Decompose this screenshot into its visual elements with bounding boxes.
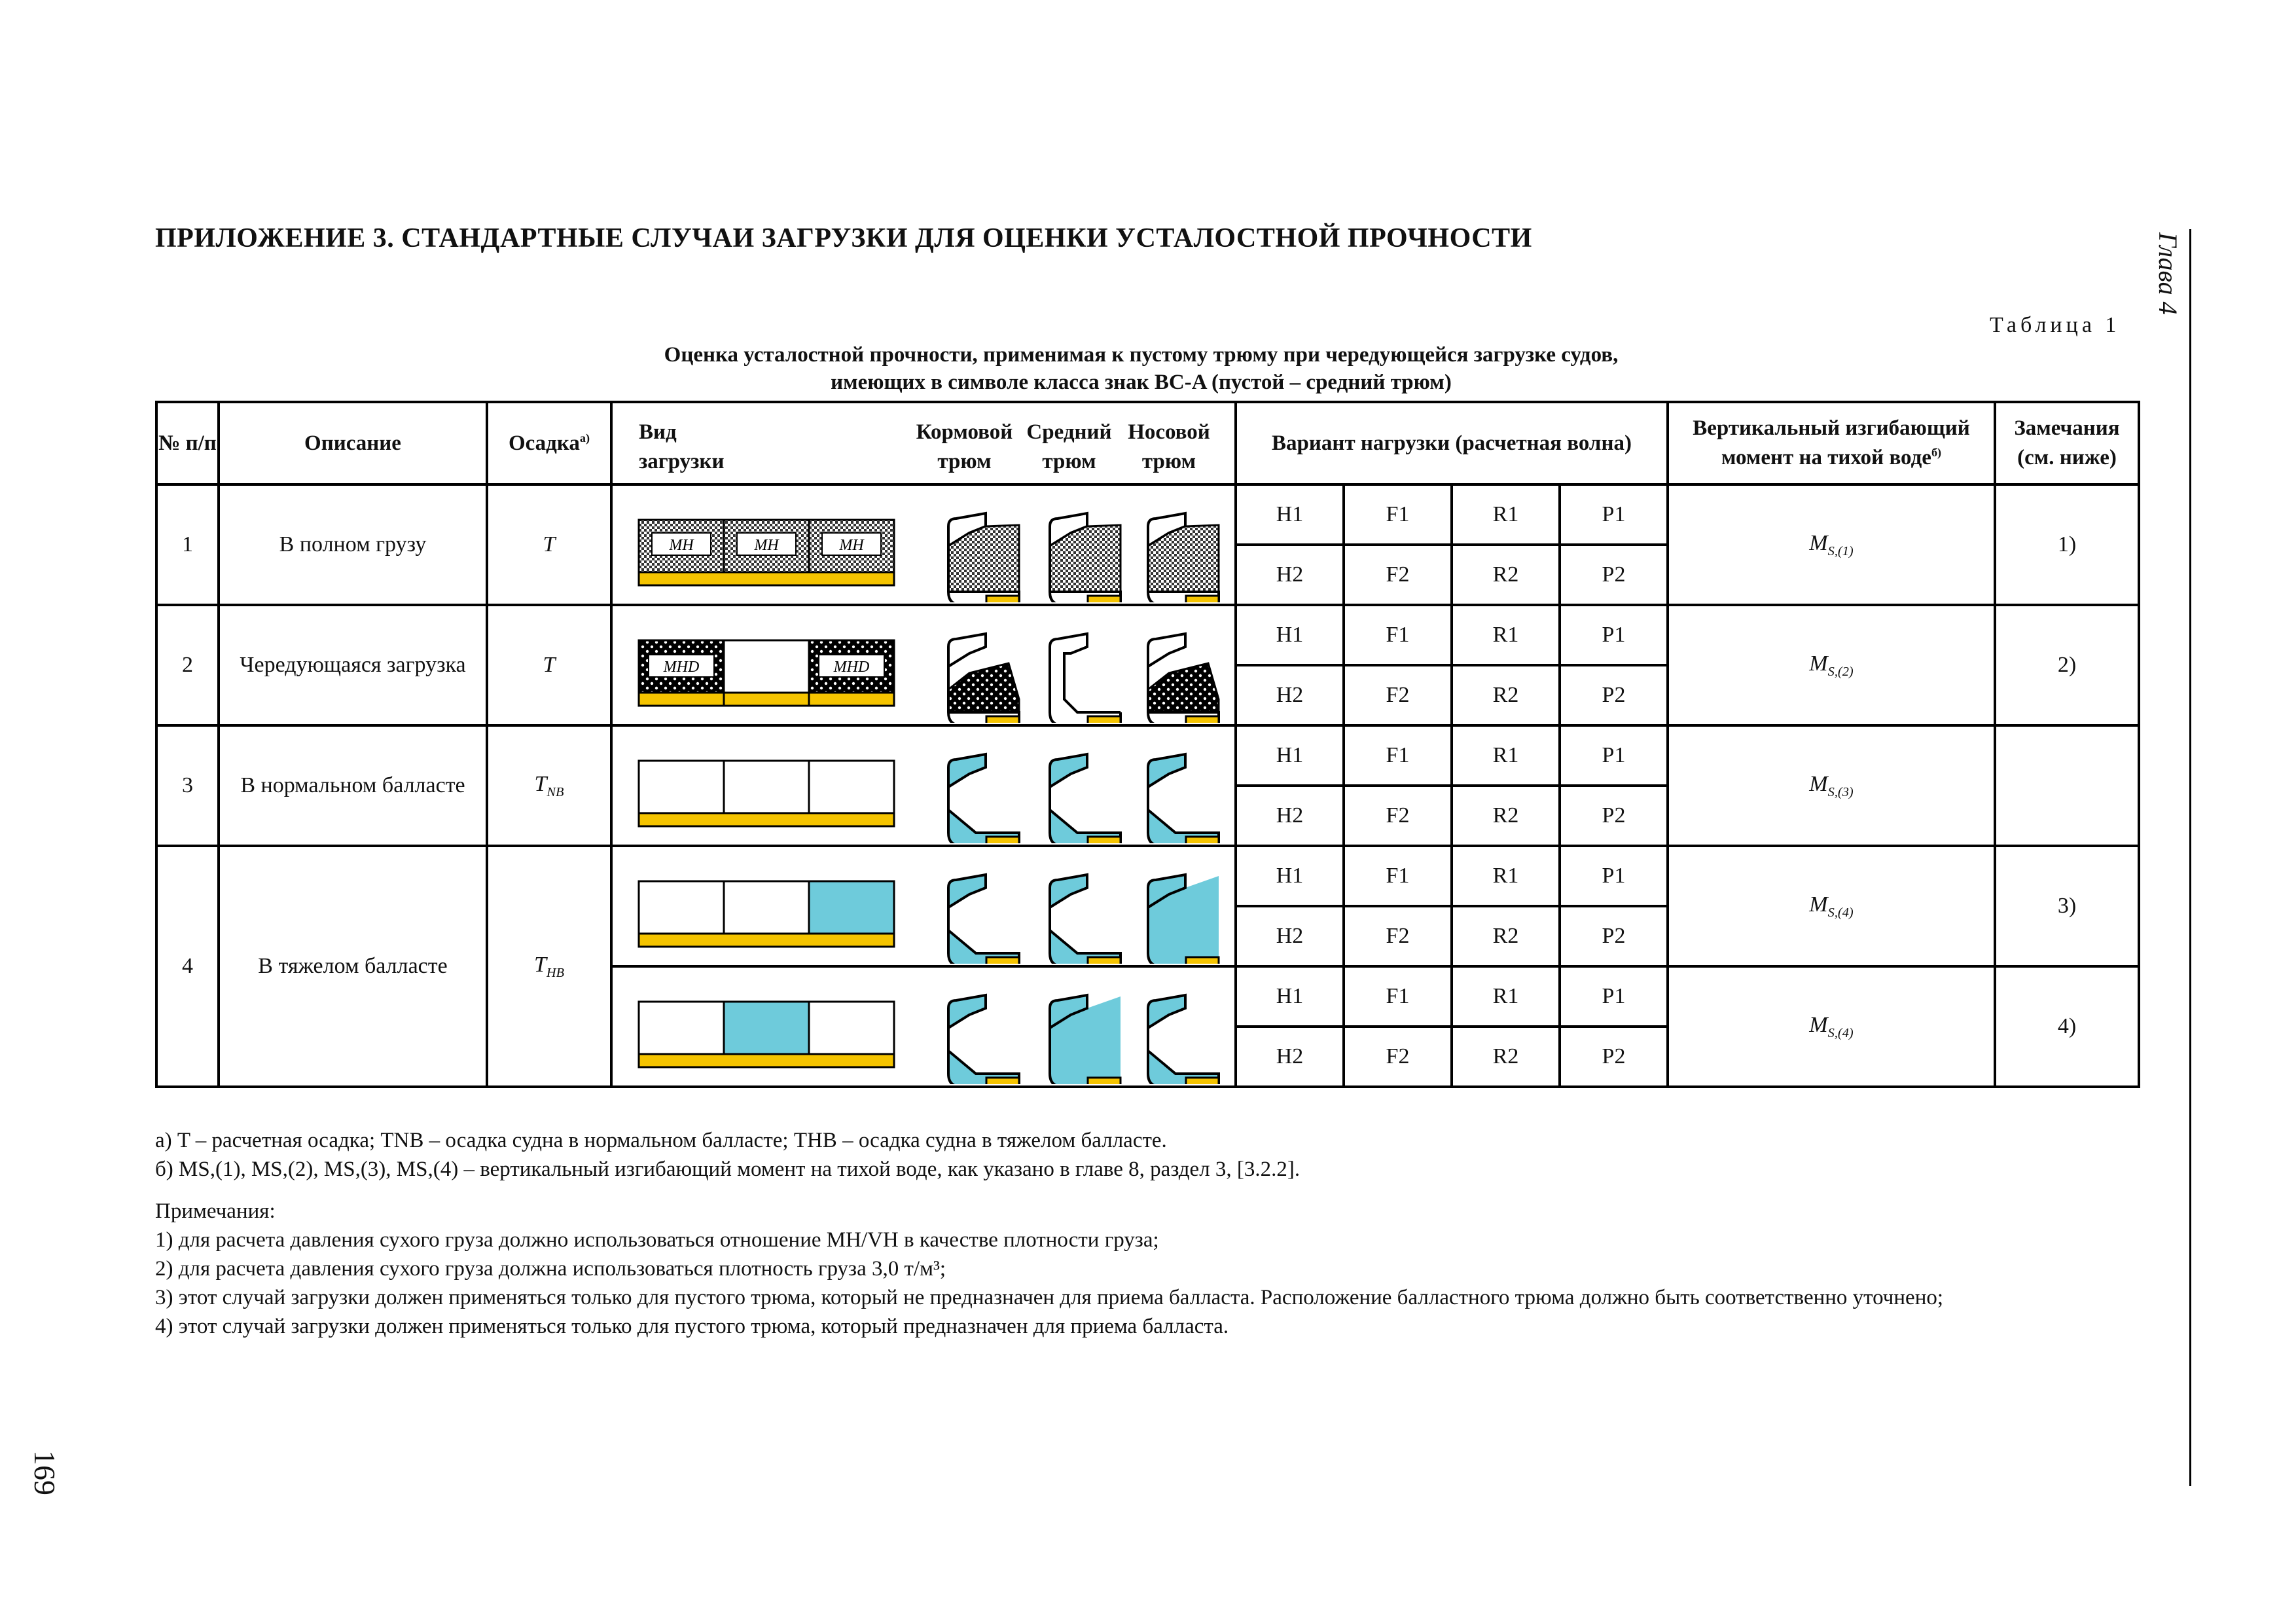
cargo-mass-label: MHD [833,659,870,676]
variant-cell: R1 [1452,725,1560,786]
footnote-a: а) T – расчетная осадка; TNB – осадка судна в нормальном балласте; THB – осадка судна в тяжелом балласте. [155,1129,1167,1152]
variant-cell: H1 [1236,725,1344,786]
heavy-ballast-diagram-b [613,969,1234,1084]
moment-symbol: M [1809,771,1828,796]
note-cell [1995,725,2139,846]
header-fwd-hold: Носовой трюм [1128,420,1210,473]
draft-subscript: NB [547,784,564,799]
footnotes [155,1126,1943,1341]
header-aft-hold: Кормовой трюм [916,420,1013,473]
page-heading: ПРИЛОЖЕНИЕ 3. СТАНДАРТНЫЕ СЛУЧАИ ЗАГРУЗКИ ДЛЯ ОЦЕНКИ УСТАЛОСТНОЙ ПРОЧНОСТИ [155,223,1532,253]
moment-cell [1668,725,1995,846]
variant-cell: F2 [1344,545,1452,605]
moment-subscript: S,(4) [1827,1025,1854,1040]
row-draft: T [487,605,611,725]
moment-cell [1668,966,1995,1087]
moment-subscript: S,(3) [1827,784,1854,799]
variant-cell: R2 [1452,786,1560,846]
loading-diagram [611,484,1236,605]
variant-cell: P2 [1560,545,1668,605]
variant-cell: H2 [1236,1027,1344,1087]
draft-subscript: HB [546,965,565,980]
side-chapter-label: Глава 4 [2153,232,2183,315]
moment-cell [1668,605,1995,725]
note-cell: 1) [1995,484,2139,605]
row-no: 4 [156,846,219,1087]
notes-title: Примечания: [155,1199,276,1223]
variant-cell: P1 [1560,605,1668,665]
moment-subscript: S,(2) [1827,664,1854,679]
loading-diagram [611,725,1236,846]
variant-cell: P2 [1560,665,1668,725]
variant-cell: R1 [1452,846,1560,906]
variant-cell: P1 [1560,484,1668,545]
moment-symbol: M [1809,530,1828,555]
note-cell: 3) [1995,846,2139,966]
row-no: 2 [156,605,219,725]
variant-cell: R1 [1452,605,1560,665]
row-draft [487,725,611,846]
header-mid-hold: Средний трюм [1026,420,1112,473]
header-view [611,402,1236,484]
cargo-mass-label: MH [754,537,779,554]
table-row [156,484,2139,545]
moment-symbol: M [1809,1012,1828,1037]
variant-cell: F1 [1344,605,1452,665]
normal-ballast-diagram [613,728,1234,843]
header-row [156,402,2139,484]
row-description: В нормальном балласте [219,725,487,846]
variant-cell: P1 [1560,725,1668,786]
variant-cell: F2 [1344,1027,1452,1087]
variant-cell: H1 [1236,966,1344,1027]
loading-diagram [611,605,1236,725]
variant-cell: F1 [1344,725,1452,786]
variant-cell: F1 [1344,846,1452,906]
variant-cell: H2 [1236,665,1344,725]
table-row [156,846,2139,906]
draft-symbol: T [534,771,547,796]
variant-cell: R2 [1452,665,1560,725]
header-notes: Замечания (см. ниже) [1995,402,2139,484]
variant-cell: F1 [1344,484,1452,545]
variant-cell: H2 [1236,545,1344,605]
header-no: № п/п [156,402,219,484]
note-3: 3) этот случай загрузки должен применяться только для пустого трюма, который не предназначен для приема балласта. Расположение балластного трюма должно быть соответственно уточнено; [155,1286,1944,1309]
table-caption-line2: имеющих в символе класса знак BC-A (пустой – средний трюм) [831,371,1452,394]
note-1: 1) для расчета давления сухого груза должно использоваться отношение MH/VH в качестве плотности груза; [155,1228,1159,1252]
footnote-b: б) MS,(1), MS,(2), MS,(3), MS,(4) – вертикальный изгибающий момент на тихой воде, как указано в главе 8, раздел 3, [3.2.2]. [155,1158,1300,1181]
table-row [156,605,2139,665]
header-moment [1668,402,1995,484]
variant-cell: H2 [1236,906,1344,966]
variant-cell: H1 [1236,484,1344,545]
variant-cell: F2 [1344,786,1452,846]
variant-cell: R2 [1452,906,1560,966]
row-description: В тяжелом балласте [219,846,487,1087]
variant-cell: R1 [1452,966,1560,1027]
note-4: 4) этот случай загрузки должен применяться только для пустого трюма, который предназначен для приема балласта. [155,1315,1229,1338]
moment-cell [1668,846,1995,966]
cargo-mass-label: MH [839,537,864,554]
variant-cell: R2 [1452,1027,1560,1087]
variant-cell: P2 [1560,906,1668,966]
variant-cell: H1 [1236,846,1344,906]
moment-symbol: M [1809,892,1828,917]
variant-cell: P1 [1560,846,1668,906]
note-cell: 2) [1995,605,2139,725]
moment-subscript: S,(1) [1827,543,1854,558]
variant-cell: R1 [1452,484,1560,545]
header-variant: Вариант нагрузки (расчетная волна) [1236,402,1668,484]
note-2: 2) для расчета давления сухого груза должна использоваться плотность груза 3,0 т/м³; [155,1257,946,1281]
row-draft: T [487,484,611,605]
heavy-ballast-diagram-a [613,848,1234,964]
alternate-load-diagram [613,608,1234,723]
variant-cell: H2 [1236,786,1344,846]
row-description: Чередующаяся загрузка [219,605,487,725]
moment-cell [1668,484,1995,605]
side-rule [2189,229,2191,1486]
header-description: Описание [219,402,487,484]
full-load-diagram [613,487,1234,602]
header-draft-sup: а) [579,431,590,445]
cargo-mass-label: MH [669,537,694,554]
header-draft-text: Осадка [508,431,580,455]
cargo-mass-label: MHD [663,659,700,676]
header-moment-text: Вертикальный изгибающий момент на тихой воде [1693,416,1970,469]
variant-cell: P1 [1560,966,1668,1027]
loading-diagram [611,846,1236,966]
page-number: 169 [28,1450,62,1495]
moment-symbol: M [1809,651,1828,676]
variant-cell: H1 [1236,605,1344,665]
row-no: 1 [156,484,219,605]
header-draft [487,402,611,484]
header-moment-sup: б) [1931,446,1942,459]
variant-cell: R2 [1452,545,1560,605]
loading-cases-table [155,401,2140,1088]
loading-diagram [611,966,1236,1087]
row-draft [487,846,611,1087]
variant-cell: F2 [1344,665,1452,725]
moment-subscript: S,(4) [1827,905,1854,920]
header-view-label: Вид загрузки [639,420,725,473]
variant-cell: F1 [1344,966,1452,1027]
table-number: Таблица 1 [1990,313,2121,337]
table-caption-line1: Оценка усталостной прочности, применимая к пустому трюму при чередующейся загрузке судов, [664,343,1619,367]
row-no: 3 [156,725,219,846]
row-description: В полном грузу [219,484,487,605]
table-row [156,725,2139,786]
note-cell: 4) [1995,966,2139,1087]
draft-symbol: T [533,952,547,977]
variant-cell: P2 [1560,786,1668,846]
variant-cell: P2 [1560,1027,1668,1087]
variant-cell: F2 [1344,906,1452,966]
